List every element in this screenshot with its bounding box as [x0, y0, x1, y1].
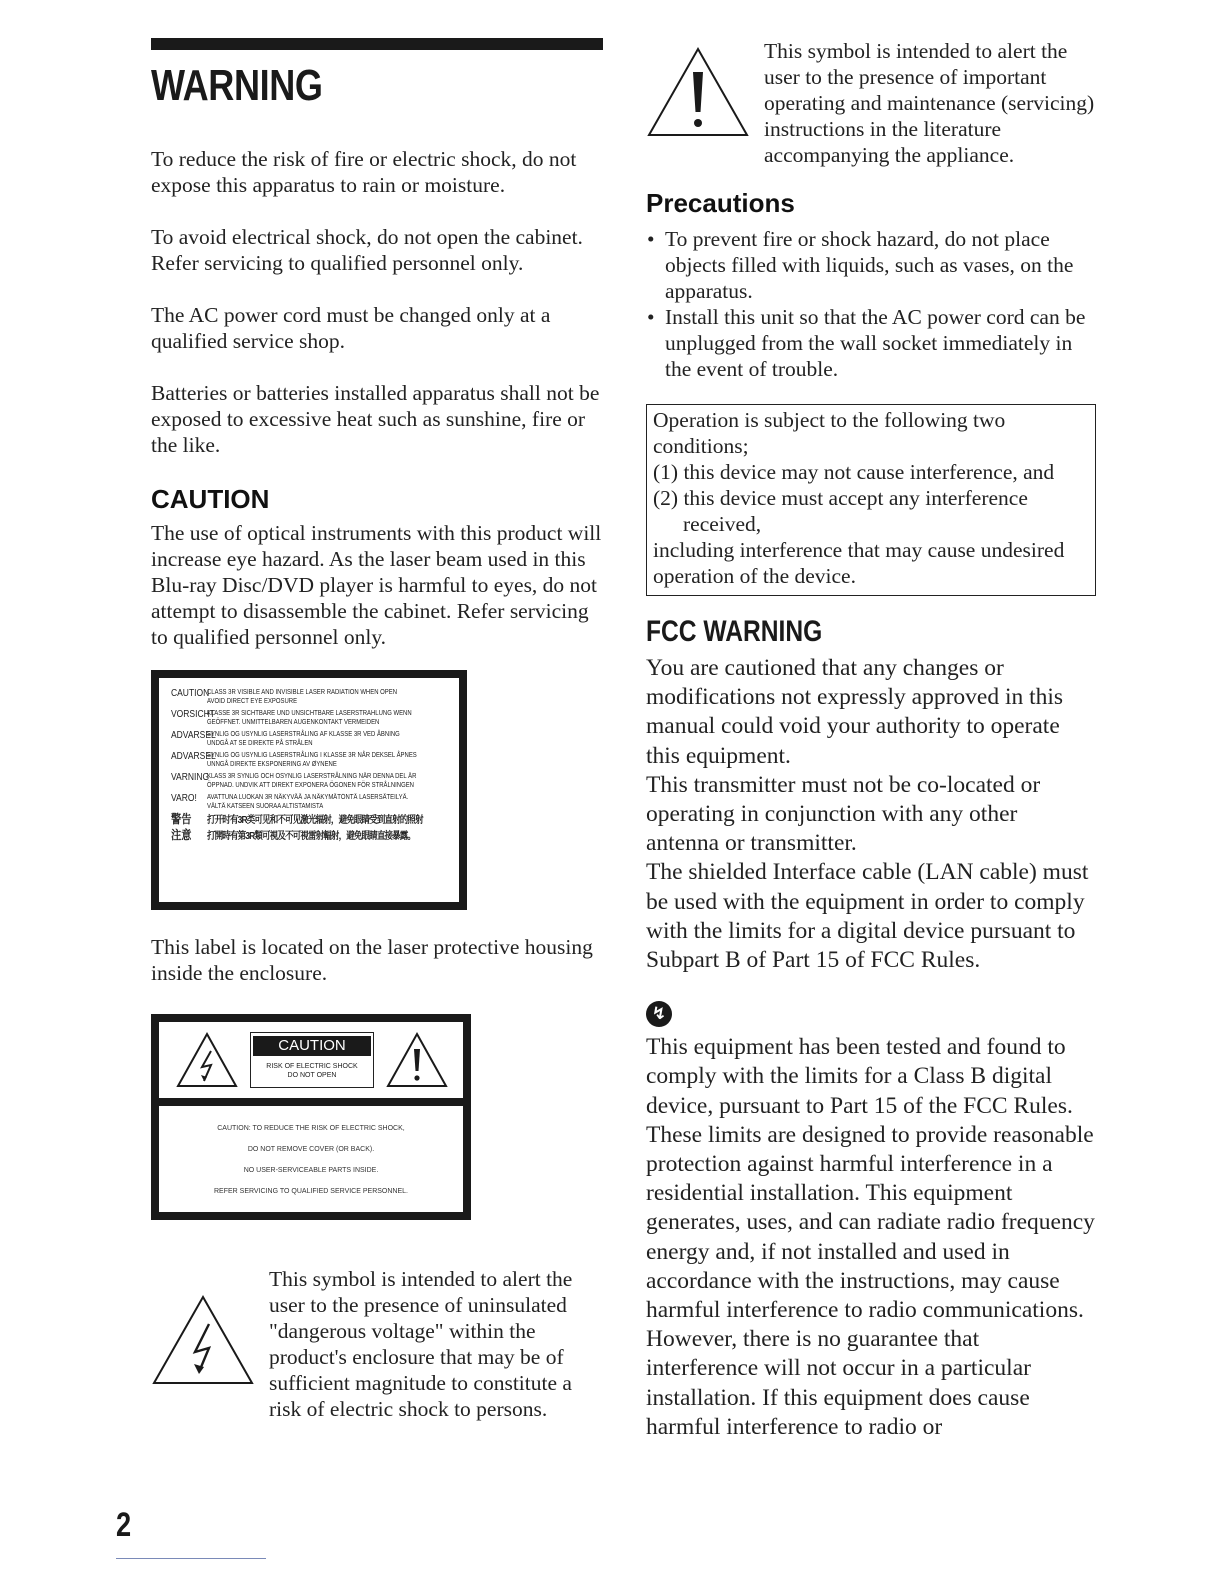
- list-item: • Install this unit so that the AC power cord can be unplugged from the wall socket immediately in the event of trouble.: [646, 304, 1096, 382]
- fcc-warning-paragraph-2: This transmitter must not be co-located or operating in conjunction with any other antenna or transmitter.: [646, 771, 1041, 857]
- laser-warning-label: [151, 670, 467, 910]
- laser-label-row: VORSICHT KLASSE 3R SICHTBARE UND UNSICHTBARE LASERSTRAHLUNG WENN GEÖFFNET. UNMITTELBAREN AUGENKONTAKT VERMEIDEN: [171, 709, 412, 726]
- lightning-triangle-icon: [151, 1294, 255, 1386]
- compliance-icon: ↯: [646, 1001, 672, 1027]
- caution-text: The use of optical instruments with this product will increase eye hazard. As the laser beam used in this Blu-ray Disc/DVD player is harmful to eyes, do not attempt to disassemble the cabinet. Refer servicing to qualified personnel only.: [151, 521, 602, 649]
- fcc-box-line: (2) this device must accept any interference: [653, 486, 1028, 510]
- warning-paragraph-3: The AC power cord must be changed only at a qualified service shop.: [151, 303, 551, 353]
- laser-label-row: VARNING KLASS 3R SYNLIG OCH OSYNLIG LASERSTRÅLNING NÄR DENNA DEL ÄR ÖPPNAD. UNDVIK ATT DIREKT EXPONERA ÖGONEN FÖR STRÅLNINGEN: [171, 772, 417, 789]
- right-column: [646, 38, 1096, 1442]
- fcc-compliance-text: This equipment has been tested and found to comply with the limits for a Class B digital device, pursuant to Part 15 of the FCC Rules. These limits are designed to provide reasonable protection against harmful interference in a residential installation. This equipment generates, uses, and can radiate radio frequency energy and, if not installed and used in accordance with the instructions, may cause harmful interference to radio communications. However, there is no guarantee that interference will not occur in a particular installation. If this equipment does cause harmful interference to radio or: [646, 1034, 1095, 1440]
- voltage-symbol-block: [151, 1266, 603, 1422]
- laser-label-row: ADVARSEL SYNLIG OG USYNLIG LASERSTRÅLING AF KLASSE 3R VED ÅBNING UNDGÅ AT SE DIREKTE PÅ STRÅLEN: [171, 730, 400, 747]
- warning-paragraph-1: To reduce the risk of fire or electric shock, do not expose this apparatus to rain or moisture.: [151, 147, 577, 197]
- warning-paragraph-2: To avoid electrical shock, do not open the cabinet. Refer servicing to qualified personnel only.: [151, 225, 583, 275]
- fcc-box-line: Operation is subject to the following two conditions;: [653, 408, 1006, 458]
- page-number: 2: [116, 1506, 132, 1544]
- laser-label-caption: This label is located on the laser protective housing inside the enclosure.: [151, 935, 593, 985]
- warning-paragraph-4: Batteries or batteries installed apparatus shall not be exposed to excessive heat such as sunshine, fire or the like.: [151, 381, 600, 457]
- fcc-warning-paragraph-3: The shielded Interface cable (LAN cable) must be used with the equipment in order to comply with the limits for a digital device pursuant to Subpart B of Part 15 of FCC Rules.: [646, 859, 1089, 974]
- caution-heading: CAUTION: [151, 484, 270, 514]
- caution-box-title: CAUTION: [253, 1036, 371, 1056]
- alert-symbol-block: [646, 38, 1096, 168]
- fcc-conditions-box: [646, 404, 1096, 596]
- top-rule: [151, 38, 603, 50]
- exclamation-triangle-icon: [646, 46, 750, 138]
- fcc-box-line: including interference that may cause undesired operation of the device.: [653, 538, 1065, 588]
- precautions-heading: Precautions: [646, 188, 795, 218]
- precautions-list: [646, 226, 1096, 382]
- alert-symbol-text: This symbol is intended to alert the user to the presence of important operating and maintenance (servicing) instructions in the literature accompanying the appliance.: [764, 39, 1095, 167]
- caution-box-subtitle: DO NOT OPEN: [287, 1071, 337, 1079]
- fcc-box-line: received,: [683, 512, 762, 536]
- list-item: • To prevent fire or shock hazard, do not place objects filled with liquids, such as vases, on the apparatus.: [646, 226, 1096, 304]
- laser-label-row: ADVARSEL SYNLIG OG USYNLIG LASERSTRÅLING I KLASSE 3R NÅR DEKSEL ÅPNES UNNGÅ DIREKTE EKSPONERING AV ØYNENE: [171, 751, 417, 768]
- fcc-box-line: (1) this device may not cause interference, and: [653, 460, 1055, 484]
- voltage-symbol-text: This symbol is intended to alert the user to the presence of uninsulated "dangerous voltage" within the product's enclosure that may be of sufficient magnitude to constitute a risk of electric shock to persons.: [269, 1267, 573, 1421]
- bottom-line: [116, 1558, 266, 1559]
- shock-caution-label: [151, 1014, 471, 1220]
- laser-label-row: 警告 打开时有3R类可见和不可见激光辐射，避免眼睛受到直射的照射: [171, 812, 423, 826]
- caution-box: [250, 1032, 374, 1088]
- label-divider: [159, 1098, 463, 1106]
- caution-box-subtitle: RISK OF ELECTRIC SHOCK: [266, 1062, 358, 1070]
- left-column: [151, 38, 603, 1422]
- laser-label-row: VARO! AVATTUNA LUOKAN 3R NÄKYVÄÄ JA NÄKYMÄTÖNTÄ LASERSÄTEILYÄ. VÄLTÄ KATSEEN SUORAA ALTISTAMISTA: [171, 793, 409, 810]
- shock-label-lines: CAUTION: TO REDUCE THE RISK OF ELECTRIC SHOCK, DO NOT REMOVE COVER (OR BACK). NO USER-SERVICEABLE PARTS INSIDE. REFER SERVICING TO QUALIFIED SERVICE PERSONNEL.: [214, 1125, 408, 1195]
- warning-title: WARNING: [151, 61, 323, 110]
- lightning-triangle-icon: [175, 1031, 239, 1089]
- fcc-warning-heading: FCC WARNING: [646, 615, 823, 648]
- fcc-warning-paragraph-1: You are cautioned that any changes or modifications not expressly approved in this manual could void your authority to operate this equipment.: [646, 655, 1064, 769]
- laser-label-row: 注意 打開時有第3R類可視及不可視雷射輻射，避免眼睛直接暴露。: [171, 828, 416, 842]
- laser-label-row: CAUTION CLASS 3R VISIBLE AND INVISIBLE LASER RADIATION WHEN OPEN AVOID DIRECT EYE EXPOSURE: [171, 688, 398, 705]
- exclamation-triangle-icon: [385, 1031, 449, 1089]
